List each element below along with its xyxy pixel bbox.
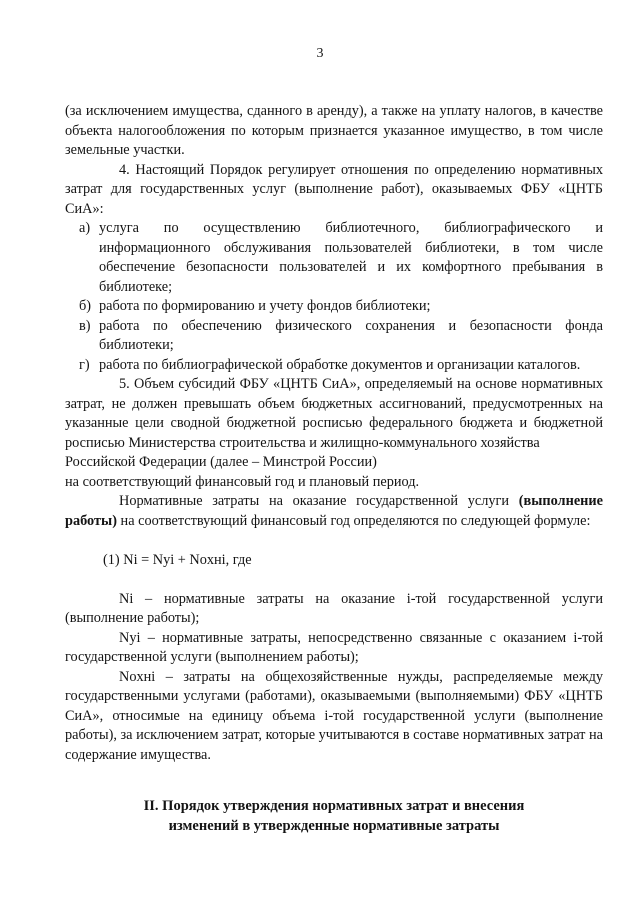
- list-marker: б): [79, 298, 92, 314]
- paragraph-clause-5-line: Российской Федерации (далее – Минстрой России): [65, 454, 377, 470]
- paragraph-text: на соответствующий финансовый год определяются по следующей формуле:: [116, 512, 591, 529]
- paragraph-clause-4: 4. Настоящий Порядок регулирует отношения по определению нормативных затрат для государственных услуг (выполнение работ), оказываемых ФБУ «ЦНТБ СиА»:: [65, 161, 603, 217]
- paragraph-text: Нормативные затраты на оказание государственной услуги: [119, 493, 519, 509]
- section-heading-line: II. Порядок утверждения нормативных затрат и внесения: [143, 798, 525, 814]
- definition-ni: Ni – нормативные затраты на оказание i-той государственной услуги (выполнение работы);: [65, 590, 603, 626]
- paragraph-bold-text: (выполнение работы): [65, 493, 603, 529]
- list-item-text: работа по библиографической обработке документов и организации каталогов.: [99, 356, 581, 373]
- document-body: [65, 102, 603, 765]
- list-item: [65, 317, 603, 356]
- list-item: [65, 219, 603, 297]
- list-item-text: услуга по осуществлению библиотечного, библиографического и информационного обслуживания пользователей библиотеки, в том числе обеспечение безопасности пользователей и их комфортного пребывания в библиотеке;: [99, 220, 603, 295]
- list-marker: а): [79, 220, 91, 236]
- paragraph-normative-costs: [65, 492, 603, 531]
- list-item-text: работа по обеспечению физического сохранения и безопасности фонда библиотеки;: [99, 317, 603, 353]
- list-item: [65, 297, 603, 317]
- paragraph-clause-5-end: на соответствующий финансовый год и плановый период.: [65, 473, 420, 490]
- formula: (1) Ni = Nyi + Noxнi, где: [103, 551, 252, 568]
- section-heading-line: изменений в утвержденные нормативные затраты: [168, 818, 500, 834]
- page-number: 3: [316, 46, 324, 61]
- list-item-text: работа по формированию и учету фондов библиотеки;: [99, 298, 431, 314]
- paragraph-continuation: (за исключением имущества, сданного в аренду), а также на уплату налогов, в качестве объекта налогообложения по которым признается указанное имущество, в том числе земельные участки.: [65, 103, 603, 158]
- list-item: [65, 356, 603, 376]
- definition-noxni: Noxнi – затраты на общехозяйственные нужды, распределяемые между государственными услугами (работами), оказываемыми (выполняемыми) ФБУ «ЦНТБ СиА», относимые на единицу объема i-той государственной услуги (выполнение работы), за исключением затрат, которые учитываются в составе нормативных затрат на содержание имущества.: [65, 668, 603, 763]
- list-marker: г): [79, 356, 90, 373]
- definition-nyi: Nyi – нормативные затраты, непосредственно связанные с оказанием i-той государственной услуги (выполнением работы);: [65, 629, 603, 665]
- paragraph-clause-5: 5. Объем субсидий ФБУ «ЦНТБ СиА», определяемый на основе нормативных затрат, не должен превышать объем бюджетных ассигнований, предусмотренных на указанные цели сводной бюджетной росписью федерального бюджета и бюджетной росписью Министерства строительства и жилищно-коммунального хозяйства: [65, 376, 603, 451]
- list-marker: в): [79, 317, 91, 334]
- section-heading: [65, 796, 603, 836]
